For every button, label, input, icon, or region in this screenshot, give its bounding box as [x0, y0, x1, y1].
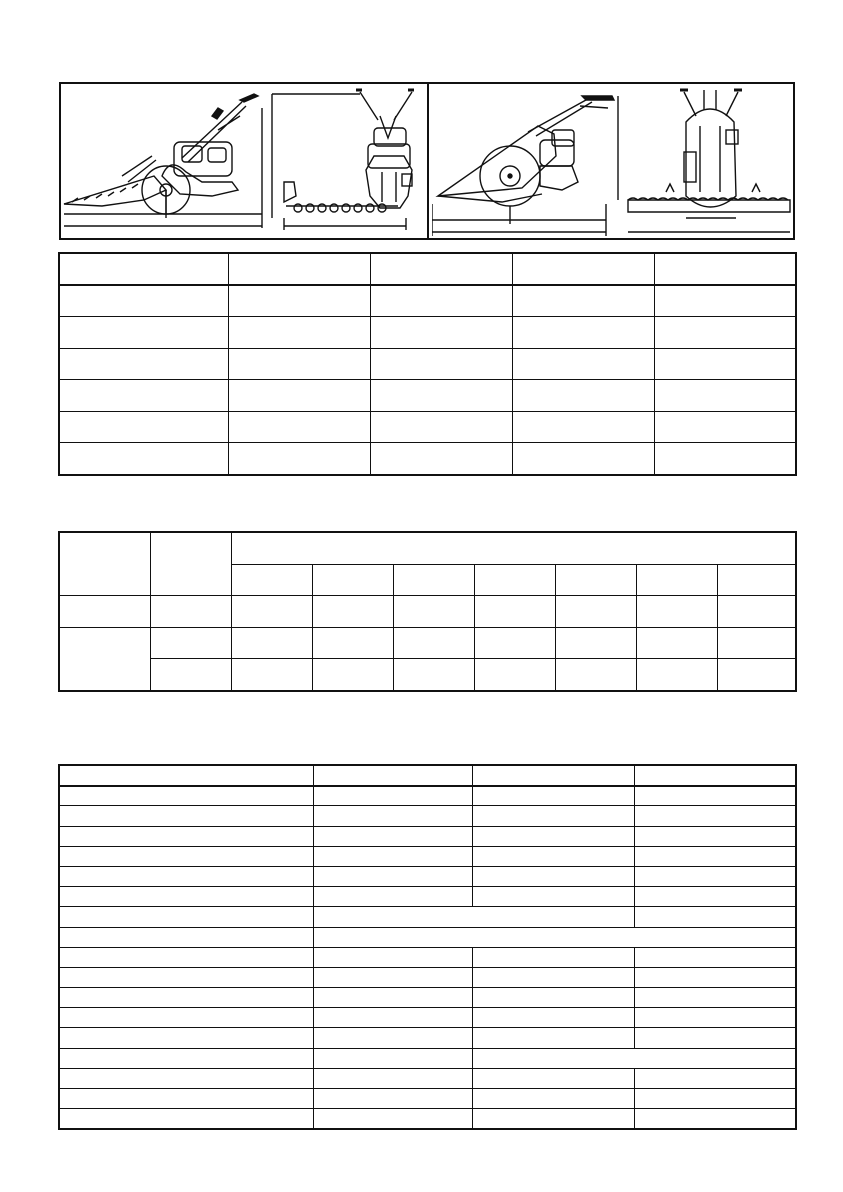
- table-cell: [513, 285, 655, 317]
- table-row: [60, 1068, 796, 1088]
- table-row: [60, 927, 796, 947]
- table-cell: [229, 380, 371, 412]
- table-row: [60, 846, 796, 866]
- table-cell: [394, 659, 475, 691]
- table-cell: [473, 846, 635, 866]
- table-cell: [394, 627, 475, 659]
- table-cell: [473, 1048, 796, 1068]
- table-cell: [635, 806, 796, 826]
- table-cell: [60, 348, 229, 380]
- table-cell: [394, 596, 475, 628]
- table-cell: [60, 596, 151, 628]
- table-cell: [394, 564, 475, 596]
- table-cell: [473, 766, 635, 786]
- table-cell: [60, 1089, 314, 1109]
- table-row: [60, 317, 796, 349]
- table-cell: [513, 254, 655, 286]
- table-cell: [475, 564, 556, 596]
- table-cell: [60, 1109, 314, 1129]
- table-cell: [556, 564, 637, 596]
- table-cell: [635, 866, 796, 886]
- table-cell: [314, 1109, 473, 1129]
- table-cell: [313, 627, 394, 659]
- table-cell: [635, 988, 796, 1008]
- table-cell: [314, 907, 635, 927]
- table-row: [60, 988, 796, 1008]
- table-row: [60, 826, 796, 846]
- table-row: [60, 1109, 796, 1129]
- table-cell: [556, 596, 637, 628]
- table-cell: [473, 806, 635, 826]
- table-cell: [371, 411, 513, 443]
- table-cell: [151, 627, 232, 659]
- table-cell: [314, 887, 473, 907]
- table-cell: [313, 564, 394, 596]
- table-cell: [314, 927, 796, 947]
- table-row: [60, 285, 796, 317]
- table-cell: [473, 887, 635, 907]
- table-cell: [314, 846, 473, 866]
- table-cell: [635, 826, 796, 846]
- table-cell: [473, 988, 635, 1008]
- table-cell: [637, 596, 718, 628]
- table-cell: [473, 826, 635, 846]
- side-view-mower-icon: [62, 86, 267, 232]
- table-row: [60, 806, 796, 826]
- table-cell: [60, 627, 151, 690]
- table-cell: [371, 317, 513, 349]
- table-cell: [60, 806, 314, 826]
- table-cell: [371, 443, 513, 475]
- table-row: [60, 786, 796, 806]
- table-cell: [314, 826, 473, 846]
- table-row: [60, 1048, 796, 1068]
- table-cell: [635, 1109, 796, 1129]
- table-row: [60, 380, 796, 412]
- table-cell: [60, 317, 229, 349]
- table-cell: [718, 659, 796, 691]
- table-cell: [232, 533, 796, 565]
- table-cell: [60, 1048, 314, 1068]
- table-cell: [635, 887, 796, 907]
- table-cell: [60, 443, 229, 475]
- table-cell: [473, 1068, 635, 1088]
- table-cell: [60, 927, 314, 947]
- table-cell: [60, 1028, 314, 1048]
- table-row: [60, 254, 796, 286]
- table-cell: [371, 285, 513, 317]
- table-cell: [637, 659, 718, 691]
- table-row: [60, 659, 796, 691]
- table-cell: [314, 866, 473, 886]
- table-cell: [60, 786, 314, 806]
- table-cell: [229, 285, 371, 317]
- table-cell: [229, 443, 371, 475]
- table-cell: [60, 988, 314, 1008]
- front-view-mower-icon: [270, 86, 422, 232]
- table-cell: [60, 846, 314, 866]
- table-cell: [314, 786, 473, 806]
- table-cell: [60, 411, 229, 443]
- table-cell: [637, 564, 718, 596]
- table-cell: [229, 348, 371, 380]
- table-cell: [60, 380, 229, 412]
- table-cell: [473, 1089, 635, 1109]
- table-row: [60, 443, 796, 475]
- table-row: [60, 866, 796, 886]
- speeds-table: [59, 532, 796, 691]
- table-cell: [371, 254, 513, 286]
- table-cell: [655, 411, 796, 443]
- table-cell: [473, 947, 635, 967]
- table-cell: [60, 887, 314, 907]
- table-cell: [60, 766, 314, 786]
- table-cell: [314, 988, 473, 1008]
- table-cell: [151, 533, 232, 596]
- table-cell: [314, 1008, 473, 1028]
- table-cell: [314, 1089, 473, 1109]
- table-cell: [473, 1008, 635, 1028]
- table-cell: [635, 1068, 796, 1088]
- table-cell: [655, 317, 796, 349]
- table-cell: [60, 533, 151, 596]
- table-cell: [229, 254, 371, 286]
- table-cell: [635, 766, 796, 786]
- table-cell: [655, 285, 796, 317]
- table-cell: [556, 627, 637, 659]
- table-cell: [635, 846, 796, 866]
- table-row: [60, 1028, 796, 1048]
- table-cell: [232, 564, 313, 596]
- table-row: [60, 766, 796, 786]
- table-cell: [655, 348, 796, 380]
- table-cell: [475, 627, 556, 659]
- table-cell: [60, 1008, 314, 1028]
- table-cell: [513, 443, 655, 475]
- side-view-wheeled-mower-icon: [432, 86, 624, 236]
- table-cell: [60, 947, 314, 967]
- table-cell: [60, 1068, 314, 1088]
- table-cell: [513, 348, 655, 380]
- specs-table: [59, 765, 796, 1129]
- table-cell: [635, 907, 796, 927]
- table-cell: [229, 411, 371, 443]
- table-cell: [313, 659, 394, 691]
- table-cell: [635, 1028, 796, 1048]
- table-row: [60, 596, 796, 628]
- table-cell: [513, 317, 655, 349]
- figure-divider: [427, 82, 429, 240]
- table-row: [60, 907, 796, 927]
- front-view-wheeled-mower-icon: [626, 86, 792, 236]
- table-cell: [513, 380, 655, 412]
- table-cell: [718, 596, 796, 628]
- table-cell: [635, 1008, 796, 1028]
- table-cell: [314, 947, 473, 967]
- table-cell: [637, 627, 718, 659]
- table-row: [60, 947, 796, 967]
- table-cell: [60, 866, 314, 886]
- table-cell: [475, 659, 556, 691]
- table-row: [60, 887, 796, 907]
- table-cell: [151, 659, 232, 691]
- table-cell: [314, 1028, 473, 1048]
- table-cell: [314, 1068, 473, 1088]
- table-cell: [718, 627, 796, 659]
- table-cell: [473, 786, 635, 806]
- table-cell: [232, 627, 313, 659]
- table-row: [60, 627, 796, 659]
- table-cell: [513, 411, 655, 443]
- table-cell: [655, 443, 796, 475]
- table-cell: [314, 806, 473, 826]
- table-cell: [718, 564, 796, 596]
- table-cell: [635, 1089, 796, 1109]
- dimensions-table: [59, 253, 796, 475]
- table-cell: [371, 348, 513, 380]
- table-cell: [60, 907, 314, 927]
- table-cell: [314, 766, 473, 786]
- table-row: [60, 967, 796, 987]
- table-cell: [60, 826, 314, 846]
- table-row: [60, 1008, 796, 1028]
- table-cell: [60, 967, 314, 987]
- table-cell: [151, 596, 232, 628]
- table-cell: [60, 254, 229, 286]
- table-cell: [473, 866, 635, 886]
- table-cell: [475, 596, 556, 628]
- table-cell: [313, 596, 394, 628]
- table-cell: [229, 317, 371, 349]
- table-cell: [60, 285, 229, 317]
- table-row: [60, 533, 796, 565]
- table-cell: [635, 967, 796, 987]
- table-cell: [635, 947, 796, 967]
- table-cell: [655, 254, 796, 286]
- table-cell: [473, 967, 635, 987]
- table-cell: [232, 659, 313, 691]
- table-cell: [232, 596, 313, 628]
- table-cell: [314, 967, 473, 987]
- table-cell: [371, 380, 513, 412]
- table-cell: [655, 380, 796, 412]
- table-row: [60, 348, 796, 380]
- table-cell: [635, 786, 796, 806]
- table-cell: [556, 659, 637, 691]
- table-cell: [314, 1048, 473, 1068]
- table-row: [60, 1089, 796, 1109]
- table-cell: [473, 1109, 635, 1129]
- table-cell: [473, 1028, 635, 1048]
- table-row: [60, 411, 796, 443]
